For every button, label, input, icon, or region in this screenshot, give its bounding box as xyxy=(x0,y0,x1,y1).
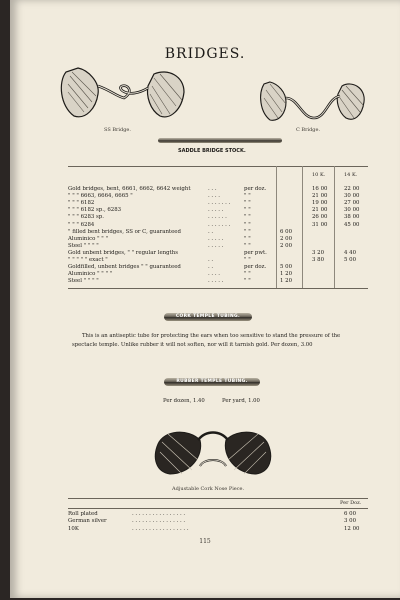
row-unit: " " xyxy=(244,207,251,214)
row-leader-dots: . . xyxy=(208,228,214,235)
table-row xyxy=(68,511,368,518)
c-bridge-illustration xyxy=(258,76,368,126)
table-row xyxy=(68,257,368,264)
row-description: " " " 6284 xyxy=(68,221,95,228)
row-description: German silver xyxy=(68,518,107,525)
row-leader-dots: . . . . . xyxy=(208,242,224,249)
row-price-14k: 30 00 xyxy=(344,207,360,214)
row-price: 12 00 xyxy=(344,525,360,532)
row-unit: " " xyxy=(244,228,251,235)
row-leader-dots: . . . . . . . xyxy=(208,221,231,228)
page-number: 115 xyxy=(199,538,211,545)
row-description: Steel " " " " xyxy=(68,242,99,249)
nose-piece-caption: Adjustable Cork Nose Piece. xyxy=(172,486,245,492)
row-leader-dots: . . xyxy=(208,257,214,263)
row-description: " " " 6182 sp., 6283 xyxy=(68,207,122,214)
row-unit: " " xyxy=(244,221,251,228)
row-unit: per doz. xyxy=(244,264,267,271)
row-leader-dots: . . . . . . xyxy=(208,214,227,221)
table-row xyxy=(68,236,368,243)
row-price-10k: 19 00 xyxy=(312,200,328,207)
rubber-tubing-bar xyxy=(164,378,260,386)
table-row xyxy=(68,200,368,207)
row-price-plain: 6 00 xyxy=(280,228,293,235)
row-description: Aluminico " " " " xyxy=(68,271,113,278)
table2-top-rule xyxy=(68,498,368,499)
row-unit: " " xyxy=(244,242,251,249)
row-leader-dots: . . . . . xyxy=(208,235,224,242)
row-description: Gold unbent bridges, " " regular lengths xyxy=(68,249,178,256)
row-price-plain: 1 20 xyxy=(280,278,293,285)
row-leader-dots: . . . . . . . . . . . . . . . . xyxy=(132,518,186,525)
rubber-tubing-label: RUBBER TEMPLE TUBING. xyxy=(176,379,248,384)
row-leader-dots: . . . . xyxy=(208,271,220,278)
row-price-14k: 38 00 xyxy=(344,214,360,221)
row-leader-dots: . . xyxy=(208,264,214,271)
row-price-14k: 22 00 xyxy=(344,186,360,192)
row-price-plain: 2 00 xyxy=(280,242,293,249)
col-header-10k: 10 K. xyxy=(312,172,326,178)
row-unit: per doz. xyxy=(244,186,267,192)
table-row xyxy=(68,193,368,200)
row-leader-dots: . . . . . . . . . . . . . . . . xyxy=(132,511,186,517)
row-leader-dots: . . . . . xyxy=(208,278,224,285)
row-description: Aluminico " " " xyxy=(68,235,108,242)
row-leader-dots: . . . . . . . xyxy=(208,200,231,207)
row-price-plain: 5 00 xyxy=(280,264,293,271)
col-header-per-doz: Per Doz. xyxy=(340,500,362,506)
row-unit: " " xyxy=(244,235,251,242)
row-price-plain: 1 20 xyxy=(280,271,293,278)
saddle-bridge-stock-bar xyxy=(158,138,282,143)
cork-tubing-bar xyxy=(164,313,252,321)
c-bridge-caption: C Bridge. xyxy=(296,127,321,133)
row-price-14k: 5 00 xyxy=(344,257,357,263)
table-row xyxy=(68,243,368,250)
table1-bottom-rule xyxy=(68,288,368,289)
row-price-10k: 26 00 xyxy=(312,214,328,221)
row-price-10k: 31 00 xyxy=(312,221,328,228)
row-price-14k: 30 00 xyxy=(344,193,360,200)
table1-top-rule xyxy=(68,166,368,167)
rubber-price-per-dozen: Per dozen, 1.40 xyxy=(163,398,205,404)
row-unit: " " xyxy=(244,214,251,221)
row-price-10k: 21 00 xyxy=(312,207,328,214)
row-price-14k: 45 00 xyxy=(344,221,360,228)
row-leader-dots: . . . . . . . . . . . . . . . . . xyxy=(132,525,189,532)
rubber-price-per-yard: Per yard, 1.00 xyxy=(222,398,260,404)
row-description: " " " 6182 xyxy=(68,200,95,207)
col-header-14k: 14 K. xyxy=(344,172,358,178)
row-price: 6 00 xyxy=(344,511,357,517)
table-row xyxy=(68,264,368,271)
table-row xyxy=(68,526,368,533)
row-description: " " " 6283 sp. xyxy=(68,214,104,221)
cork-tubing-description: This is an antiseptic tube for protecting the ears when too sensitive to stand the pressure of the spectacle temple. Unlike rubber it will not soften, nor will it tarnish gold. Per dozen, 3.00 xyxy=(72,333,341,348)
table-row xyxy=(68,250,368,257)
table-row xyxy=(68,518,368,525)
row-unit: " " xyxy=(244,200,251,207)
row-price-10k: 3 20 xyxy=(312,249,325,256)
table-row xyxy=(68,229,368,236)
row-description: Gold bridges, bent, 6661, 6662, 6642 weight xyxy=(68,186,191,192)
row-description: Roll plated xyxy=(68,511,98,517)
catalog-page xyxy=(10,0,400,598)
page-title: BRIDGES. xyxy=(164,46,246,62)
row-unit: " " xyxy=(244,271,251,278)
saddle-bridge-stock-label: SADDLE BRIDGE STOCK. xyxy=(178,148,246,154)
row-leader-dots: . . . xyxy=(208,186,217,192)
row-price-10k: 16 00 xyxy=(312,186,328,192)
table-row xyxy=(68,222,368,229)
row-unit: " " xyxy=(244,257,251,263)
row-unit: per pwt. xyxy=(244,249,267,256)
row-leader-dots: . . . . . xyxy=(208,207,224,214)
ss-bridge-caption: SS Bridge. xyxy=(104,127,131,133)
row-unit: " " xyxy=(244,278,251,285)
row-price-10k: 3 80 xyxy=(312,257,325,263)
table2-header-rule xyxy=(68,508,368,509)
table-row xyxy=(68,207,368,214)
cork-tubing-label: CORK TEMPLE TUBING. xyxy=(175,314,241,319)
table-row xyxy=(68,186,368,193)
row-description: " filled bent bridges, SS or C, guaranteed xyxy=(68,228,181,235)
row-price-10k: 21 00 xyxy=(312,193,328,200)
row-description: " " " 6663, 6664, 6665 " xyxy=(68,193,133,200)
row-description: Steel " " " " xyxy=(68,278,99,285)
cork-nose-piece-illustration xyxy=(148,422,278,484)
ss-bridge-illustration xyxy=(58,62,188,124)
row-unit: " " xyxy=(244,193,251,200)
row-price-14k: 4 40 xyxy=(344,249,357,256)
table-row xyxy=(68,271,368,278)
row-price-plain: 2 00 xyxy=(280,235,293,242)
row-description: 10K xyxy=(68,525,79,532)
table-row xyxy=(68,278,368,285)
table-row xyxy=(68,214,368,221)
row-leader-dots: . . . . xyxy=(208,193,220,200)
row-description: Goldfilled, unbent bridges " " guaranteed xyxy=(68,264,181,271)
row-description: " " " " " exact " xyxy=(68,257,108,263)
row-price-14k: 27 00 xyxy=(344,200,360,207)
row-price: 3 00 xyxy=(344,518,357,525)
